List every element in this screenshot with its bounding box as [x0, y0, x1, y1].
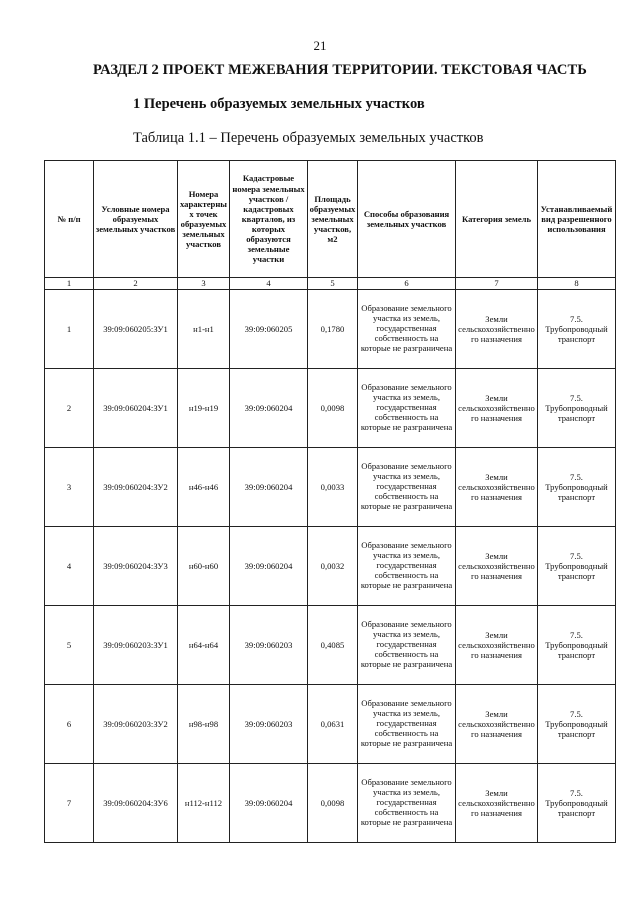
- parcel-code: 39:09:060204:ЗУ2: [94, 448, 178, 527]
- table-row: [45, 290, 616, 369]
- cadastral-number: 39:09:060203: [230, 685, 308, 764]
- row-number: 2: [45, 369, 94, 448]
- land-category: Земли сельскохозяйственного назначения: [456, 369, 538, 448]
- parcels-table: [44, 160, 616, 843]
- row-number: 6: [45, 685, 94, 764]
- area-value: 0,0033: [308, 448, 358, 527]
- permitted-use: 7.5. Трубопроводный транспорт: [538, 606, 616, 685]
- table-row: [45, 606, 616, 685]
- header-cell: Площадь образуемых земельных участков, м2: [308, 161, 358, 278]
- land-category: Земли сельскохозяйственного назначения: [456, 527, 538, 606]
- table-row: [45, 685, 616, 764]
- boundary-points: н19-н19: [178, 369, 230, 448]
- column-number: 8: [538, 278, 616, 290]
- parcel-code: 39:09:060203:ЗУ2: [94, 685, 178, 764]
- boundary-points: н60-н60: [178, 527, 230, 606]
- permitted-use: 7.5. Трубопроводный транспорт: [538, 369, 616, 448]
- formation-method: Образование земельного участка из земель, государственная собственность на которые не разграничена: [358, 290, 456, 369]
- land-category: Земли сельскохозяйственного назначения: [456, 606, 538, 685]
- section-title: РАЗДЕЛ 2 ПРОЕКТ МЕЖЕВАНИЯ ТЕРРИТОРИИ. ТЕКСТОВАЯ ЧАСТЬ: [93, 62, 587, 78]
- permitted-use: 7.5. Трубопроводный транспорт: [538, 448, 616, 527]
- land-category: Земли сельскохозяйственного назначения: [456, 290, 538, 369]
- column-number: 1: [45, 278, 94, 290]
- permitted-use: 7.5. Трубопроводный транспорт: [538, 764, 616, 843]
- page-number: 21: [313, 38, 327, 53]
- formation-method: Образование земельного участка из земель, государственная собственность на которые не разграничена: [358, 764, 456, 843]
- area-value: 0,1780: [308, 290, 358, 369]
- header-cell: Категория земель: [456, 161, 538, 278]
- column-number: 2: [94, 278, 178, 290]
- header-cell: Номера характерных точек образуемых земельных участков: [178, 161, 230, 278]
- area-value: 0,0631: [308, 685, 358, 764]
- table-row: [45, 369, 616, 448]
- row-number: 7: [45, 764, 94, 843]
- cadastral-number: 39:09:060204: [230, 527, 308, 606]
- row-number: 5: [45, 606, 94, 685]
- parcel-code: 39:09:060204:ЗУ6: [94, 764, 178, 843]
- land-category: Земли сельскохозяйственного назначения: [456, 685, 538, 764]
- row-number: 4: [45, 527, 94, 606]
- row-number: 1: [45, 290, 94, 369]
- land-category: Земли сельскохозяйственного назначения: [456, 448, 538, 527]
- cadastral-number: 39:09:060204: [230, 764, 308, 843]
- row-number: 3: [45, 448, 94, 527]
- area-value: 0,4085: [308, 606, 358, 685]
- permitted-use: 7.5. Трубопроводный транспорт: [538, 685, 616, 764]
- formation-method: Образование земельного участка из земель, государственная собственность на которые не разграничена: [358, 369, 456, 448]
- subsection-title: 1 Перечень образуемых земельных участков: [133, 96, 425, 112]
- table-row: [45, 448, 616, 527]
- header-cell: Способы образования земельных участков: [358, 161, 456, 278]
- boundary-points: н46-н46: [178, 448, 230, 527]
- cadastral-number: 39:09:060204: [230, 448, 308, 527]
- header-cell: Условные номера образуемых земельных участков: [94, 161, 178, 278]
- table-row: [45, 764, 616, 843]
- header-cell: Кадастровые номера земельных участков / кадастровых кварталов, из которых образуются земельные участки: [230, 161, 308, 278]
- formation-method: Образование земельного участка из земель, государственная собственность на которые не разграничена: [358, 606, 456, 685]
- boundary-points: н1-н1: [178, 290, 230, 369]
- column-number: 5: [308, 278, 358, 290]
- cadastral-number: 39:09:060204: [230, 369, 308, 448]
- area-value: 0,0032: [308, 527, 358, 606]
- formation-method: Образование земельного участка из земель, государственная собственность на которые не разграничена: [358, 527, 456, 606]
- boundary-points: н98-н98: [178, 685, 230, 764]
- header-cell: № п/п: [45, 161, 94, 278]
- permitted-use: 7.5. Трубопроводный транспорт: [538, 290, 616, 369]
- cadastral-number: 39:09:060203: [230, 606, 308, 685]
- formation-method: Образование земельного участка из земель, государственная собственность на которые не разграничена: [358, 685, 456, 764]
- cadastral-number: 39:09:060205: [230, 290, 308, 369]
- land-category: Земли сельскохозяйственного назначения: [456, 764, 538, 843]
- table-row: [45, 527, 616, 606]
- parcel-code: 39:09:060205:ЗУ1: [94, 290, 178, 369]
- column-number: 7: [456, 278, 538, 290]
- header-row: [45, 161, 616, 278]
- parcel-code: 39:09:060204:ЗУ1: [94, 369, 178, 448]
- header-cell: Устанавливаемый вид разрешенного использования: [538, 161, 616, 278]
- boundary-points: н64-н64: [178, 606, 230, 685]
- parcel-code: 39:09:060203:ЗУ1: [94, 606, 178, 685]
- table-caption: Таблица 1.1 – Перечень образуемых земельных участков: [133, 130, 484, 146]
- permitted-use: 7.5. Трубопроводный транспорт: [538, 527, 616, 606]
- boundary-points: н112-н112: [178, 764, 230, 843]
- parcel-code: 39:09:060204:ЗУ3: [94, 527, 178, 606]
- formation-method: Образование земельного участка из земель, государственная собственность на которые не разграничена: [358, 448, 456, 527]
- column-number-row: [45, 278, 616, 290]
- column-number: 6: [358, 278, 456, 290]
- area-value: 0,0098: [308, 764, 358, 843]
- column-number: 3: [178, 278, 230, 290]
- area-value: 0,0098: [308, 369, 358, 448]
- column-number: 4: [230, 278, 308, 290]
